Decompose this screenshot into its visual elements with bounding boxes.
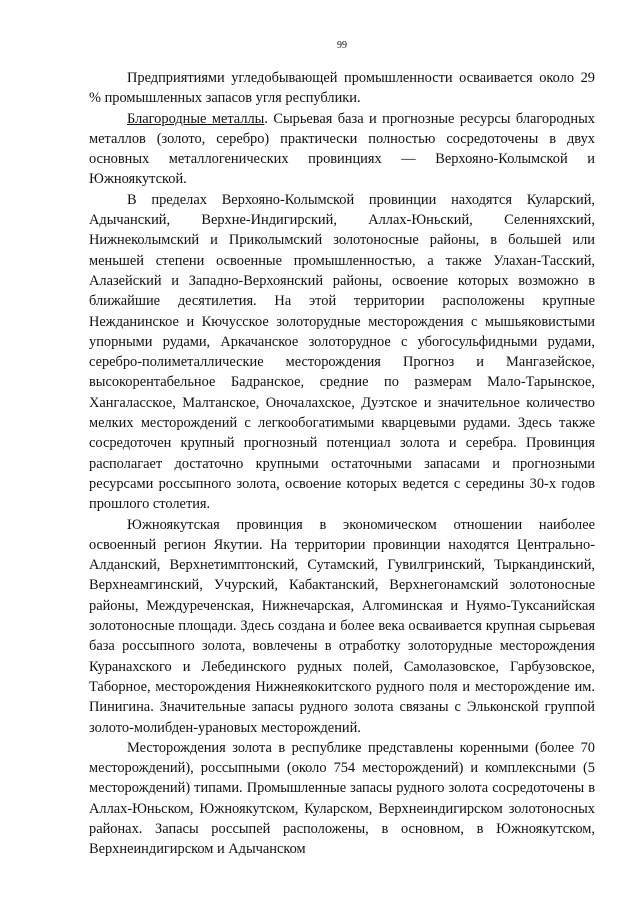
paragraph-text: Южноякутская провинция в экономическом отношении наиболее освоенный регион Якутии. На территории провинции находятся Центрально-Алданский, Верхнетимптонский, Сутамский, Гувилгринский, Тыркандинский, Верхнеамгинский, Учурский, Кабактанский, Верхнегонамский золотоносные районы, Междуреченская, Нижнечарская, Алгоминская и Нуямо-Туксанийская золотоносные площади. Здесь создана и более века осваивается крупная сырьевая база россыпного золота, вовлечены в отработку золоторудные месторождения Куранахского и Лебединского рудных полей, Самолазовское, Гарбузовское, Таборное, месторождения Нижнеякокитского рудного поля и месторождение им. Пинигина. Значительные запасы рудного золота связаны с Эльконской группой золото-молибден-урановых месторождений. (89, 516, 595, 736)
paragraph-gold-deposits (89, 738, 595, 860)
page-number: 99 (337, 40, 347, 51)
paragraph-noble-metals (89, 109, 595, 190)
paragraph-text: В пределах Верхояно-Колымской провинции находятся Куларский, Адычанский, Верхне-Индигирский, Аллах-Юньский, Селенняхский, Нижнеколымский и Приколымский золотоносные районы, в большей или меньшей степени освоенные промышленностью, а также Улахан-Тасский, Алазейский и Западно-Верхоянский районы, освоение которых возможно в ближайшие десятилетия. На этой территории расположены крупные Нежданинское и Кючусское золоторудные месторождения с мышьяковистыми упорными рудами, Аркачанское золоторудное с убогосульфидными рудами, серебро-полиметаллические месторождения Прогноз и Мангазейское, высокорентабельное Бадранское, средние по размерам Мало-Тарынское, Хангаласское, Малтанское, Оночалахское, Дуэтское и значительное количество мелких месторождений с легкообогатимыми кварцевыми рудами. Здесь также сосредоточен крупный прогнозный потенциал золота и серебра. Провинция располагает достаточно крупными остаточными запасами и прогнозными ресурсами россыпного золота, освоение которых ведется с середины 30-х годов прошлого столетия. (89, 191, 595, 513)
paragraph-south-yakutia (89, 515, 595, 738)
body-text (89, 68, 595, 860)
paragraph-text: Предприятиями угледобывающей промышленности осваивается около 29 % промышленных запасов угля республики. (89, 70, 595, 107)
paragraph-coal-reserves (89, 68, 595, 109)
noble-metals-heading: Благородные металлы (127, 110, 265, 127)
paragraph-verkhoyano-kolyma (89, 190, 595, 515)
paragraph-text: . Сырьевая база и прогнозные ресурсы благородных металлов (золото, серебро) практически полностью сосредоточены в двух основных металлогенических провинциях — Верхояно-Колымской и Южноякутской. (89, 110, 595, 188)
paragraph-text: Месторождения золота в республике представлены коренными (более 70 месторождений), россыпными (около 754 месторождений) и комплексными (5 месторождений) типами. Промышленные запасы рудного золота сосредоточены в Аллах-Юньском, Южноякутском, Куларском, Верхнеиндигирском золотоносных районах. Запасы россыпей расположены, в основном, в Южноякутском, Верхнеиндигирском и Адычанском (89, 739, 595, 858)
